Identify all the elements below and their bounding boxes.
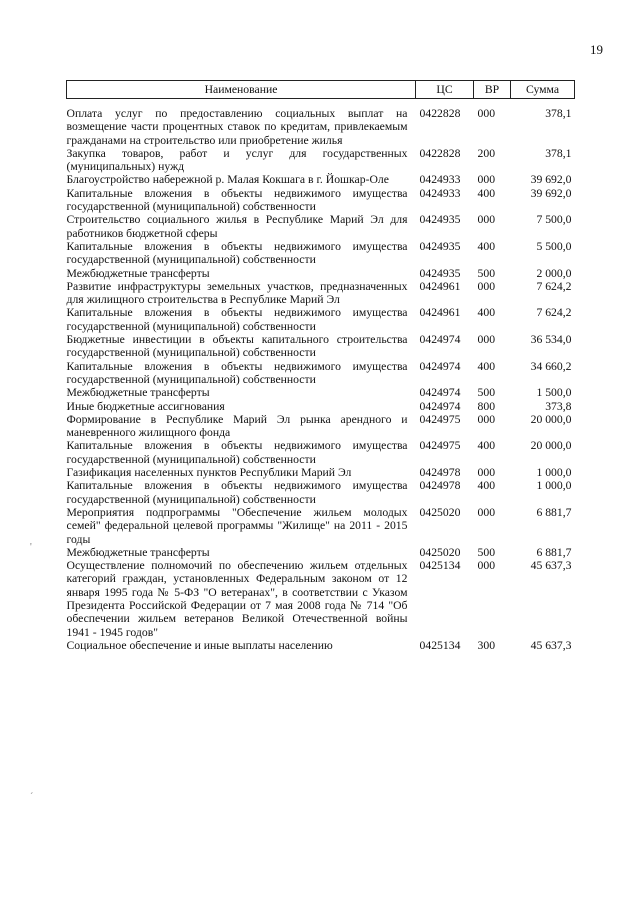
row-cs-code: 0425020	[419, 505, 461, 519]
table-row	[67, 439, 575, 466]
row-cs-code: 0424935	[419, 239, 461, 253]
row-vr-code: 400	[477, 186, 496, 200]
row-sum: 45 637,3	[530, 559, 572, 573]
header-sum: Сумма	[511, 81, 575, 99]
row-cs-code: 0424935	[419, 266, 461, 280]
row-name: Капитальные вложения в объекты недвижимого имущества государственной (муниципальной) собственности	[66, 439, 408, 466]
row-cs-code: 0424978	[419, 466, 461, 480]
table-row	[67, 267, 575, 280]
table-row	[67, 466, 575, 479]
row-cs-code: 0422828	[419, 107, 461, 120]
table-row	[67, 386, 575, 399]
row-cs-code: 0424974	[419, 359, 461, 373]
row-name: Капитальные вложения в объекты недвижимого имущества государственной (муниципальной) собственности	[66, 359, 408, 386]
row-cs-code: 0424961	[419, 279, 461, 293]
row-vr-code: 400	[477, 239, 496, 253]
table-row	[67, 213, 575, 240]
row-cs-code: 0425020	[419, 545, 461, 559]
row-name: Формирование в Республике Марий Эл рынка арендного и маневренного жилищного фонда	[66, 412, 408, 440]
row-cs-code: 0424975	[419, 439, 461, 453]
row-sum: 45 637,3	[530, 638, 572, 652]
row-vr-code: 400	[477, 439, 496, 453]
row-name: Закупка товаров, работ и услуг для государственных (муниципальных) нужд	[66, 146, 408, 174]
row-sum: 378,1	[545, 107, 572, 120]
row-sum: 7 624,2	[536, 279, 572, 293]
row-sum: 39 692,0	[530, 173, 572, 187]
table-row	[67, 306, 575, 333]
row-vr-code: 000	[477, 173, 496, 187]
row-sum: 1 000,0	[536, 466, 572, 480]
row-sum: 5 500,0	[536, 239, 572, 253]
row-vr-code: 400	[477, 306, 496, 320]
row-vr-code: 200	[477, 146, 496, 160]
page-number: 19	[590, 42, 603, 57]
row-name: Межбюджетные трансферты	[66, 266, 210, 280]
header-vr: ВР	[474, 81, 511, 99]
row-name: Газификация населенных пунктов Республики Марий Эл	[66, 466, 352, 480]
row-cs-code: 0424978	[419, 479, 461, 493]
header-name: Наименование	[67, 81, 416, 99]
row-vr-code: 400	[477, 479, 496, 493]
table-row	[67, 639, 575, 652]
table-row	[67, 333, 575, 360]
row-name: Иные бюджетные ассигнования	[66, 399, 225, 413]
table-row	[67, 559, 575, 639]
row-vr-code: 400	[477, 359, 496, 373]
row-sum: 39 692,0	[530, 186, 572, 200]
row-vr-code: 000	[477, 412, 496, 426]
table-row	[67, 546, 575, 559]
row-cs-code: 0425134	[419, 638, 461, 652]
row-vr-code: 000	[477, 213, 496, 227]
row-name: Строительство социального жилья в Республике Марий Эл для работников бюджетной сферы	[66, 213, 408, 240]
row-name: Мероприятия подпрограммы "Обеспечение жильем молодых семей" федеральной целевой программы "Жилище" на 2011 - 2015 годы	[66, 505, 408, 546]
row-sum: 20 000,0	[530, 412, 572, 426]
row-vr-code: 000	[477, 505, 496, 519]
row-name: Бюджетные инвестиции в объекты капитального строительства государственной (муниципальной) собственности	[66, 333, 408, 360]
row-sum: 34 660,2	[530, 359, 572, 373]
row-name: Капитальные вложения в объекты недвижимого имущества государственной (муниципальной) собственности	[66, 186, 408, 214]
row-vr-code: 000	[477, 559, 496, 573]
row-name: Межбюджетные трансферты	[66, 545, 210, 559]
row-vr-code: 000	[477, 107, 496, 120]
row-sum: 7 500,0	[536, 213, 572, 227]
row-sum: 378,1	[545, 146, 572, 160]
row-cs-code: 0424974	[419, 333, 461, 347]
row-vr-code: 000	[477, 279, 496, 293]
table-row	[67, 479, 575, 506]
row-name: Оплата услуг по предоставлению социальных выплат на возмещение части процентных ставок по кредитам, привлекаемым гражданами на строительство или приобретение жилья	[66, 107, 408, 147]
row-cs-code: 0424935	[419, 213, 461, 227]
row-sum: 7 624,2	[536, 306, 572, 320]
row-sum: 2 000,0	[536, 266, 572, 280]
row-sum: 6 881,7	[536, 545, 572, 559]
table-row	[67, 99, 575, 147]
row-vr-code: 300	[477, 638, 496, 652]
table-row	[67, 173, 575, 186]
budget-table	[66, 80, 575, 652]
row-name: Капитальные вложения в объекты недвижимого имущества государственной (муниципальной) собственности	[66, 239, 408, 267]
row-name: Межбюджетные трансферты	[66, 386, 210, 400]
table-row	[67, 360, 575, 387]
row-sum: 20 000,0	[530, 439, 572, 453]
table-body	[67, 99, 575, 653]
margin-mark: '	[30, 542, 32, 553]
row-vr-code: 800	[477, 399, 496, 413]
row-sum: 36 534,0	[530, 333, 572, 347]
row-cs-code: 0422828	[419, 146, 461, 160]
table-row	[67, 506, 575, 546]
table-row	[67, 413, 575, 440]
table-row	[67, 240, 575, 267]
margin-mark: ´	[30, 792, 34, 803]
row-sum: 1 000,0	[536, 479, 572, 493]
row-cs-code: 0424933	[419, 173, 461, 187]
row-vr-code: 500	[477, 386, 496, 400]
row-cs-code: 0424974	[419, 399, 461, 413]
header-cs: ЦС	[416, 81, 474, 99]
row-name: Капитальные вложения в объекты недвижимого имущества государственной (муниципальной) собственности	[66, 479, 408, 506]
row-cs-code: 0424933	[419, 186, 461, 200]
row-vr-code: 500	[477, 545, 496, 559]
row-sum: 373,8	[545, 399, 572, 413]
row-name: Социальное обеспечение и иные выплаты населению	[66, 638, 333, 652]
row-vr-code: 000	[477, 333, 496, 347]
table-row	[67, 187, 575, 214]
table-row	[67, 147, 575, 174]
row-vr-code: 500	[477, 266, 496, 280]
row-vr-code: 000	[477, 466, 496, 480]
row-cs-code: 0424974	[419, 386, 461, 400]
row-sum: 6 881,7	[536, 505, 572, 519]
row-name: Капитальные вложения в объекты недвижимого имущества государственной (муниципальной) собственности	[66, 306, 408, 333]
row-name: Благоустройство набережной р. Малая Кокшага в г. Йошкар-Оле	[66, 173, 389, 187]
row-sum: 1 500,0	[536, 386, 572, 400]
table-header	[67, 81, 575, 99]
table-row	[67, 280, 575, 307]
table-row	[67, 400, 575, 413]
row-cs-code: 0424961	[419, 306, 461, 320]
row-name: Осуществление полномочий по обеспечению жильем отдельных категорий граждан, установленных Федеральным законом от 12 января 1995 года № 5-ФЗ "О ветеранах", в соответствии с Указом Президента Российской Федерации от 7 мая 2008 года № 714 "Об обеспечении жильем ветеранов Великой Отечественной войны 1941 - 1945 годов"	[66, 559, 408, 639]
row-cs-code: 0424975	[419, 412, 461, 426]
row-name: Развитие инфраструктуры земельных участков, предназначенных для жилищного строительства в Республике Марий Эл	[66, 279, 408, 307]
row-cs-code: 0425134	[419, 559, 461, 573]
